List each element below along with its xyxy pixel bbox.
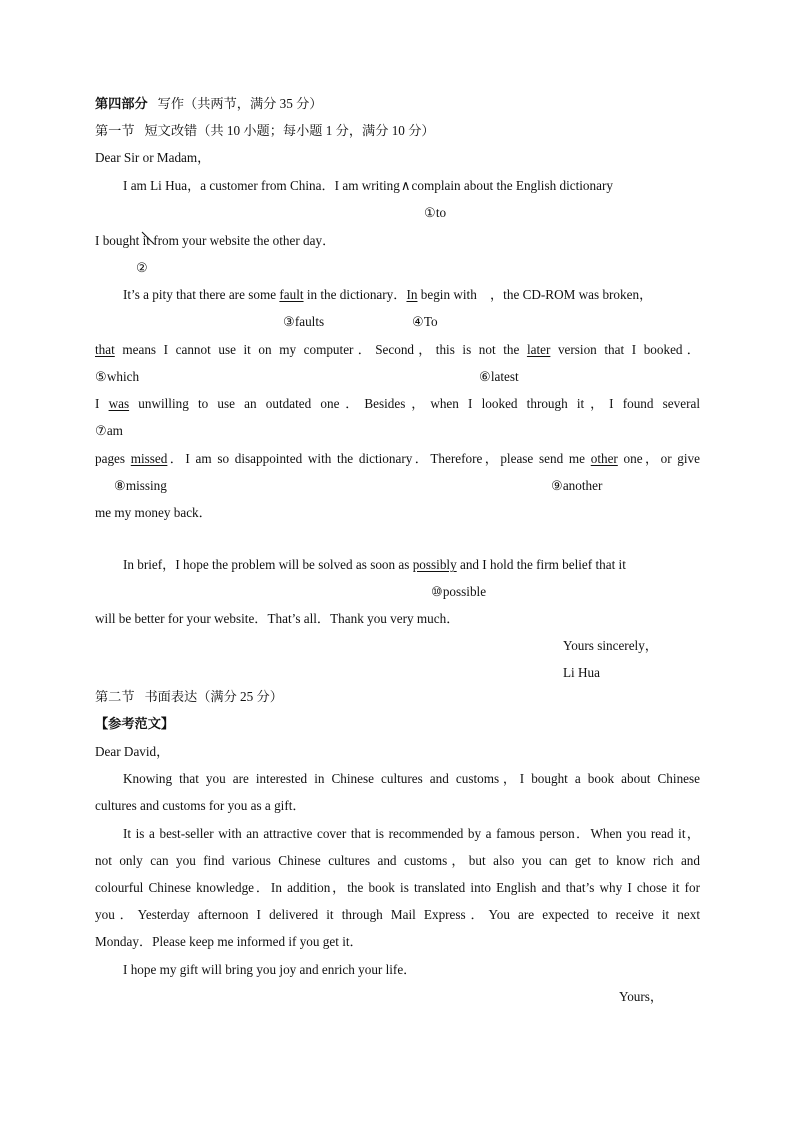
correction-4: ④To <box>412 314 438 329</box>
letter1-salutation: Dear Sir or Madam， <box>95 150 211 165</box>
letter1-line-8 <box>123 557 626 573</box>
line-text: in the dictionary． <box>303 287 407 302</box>
line-text: unwilling to use an outdated one．Besides，when I looked through it，I found several <box>129 396 700 411</box>
section2-label: 第二节 <box>95 689 135 704</box>
correction-6: ⑥latest <box>479 369 519 384</box>
letter2-p3: I hope my gift will bring you joy and enrich your life． <box>123 962 417 977</box>
letter1-line-3 <box>123 287 652 303</box>
letter1-line-9: will be better for your website．That’s all．Thank you very much． <box>95 611 460 626</box>
part-label: 第四部分 <box>95 96 148 111</box>
letter2-p2-line-4: you．Yesterday afternoon I delivered it through Mail Express．You are expected to receive it next <box>95 907 700 922</box>
line-text: from your website the other day． <box>149 233 336 248</box>
line-text: means I cannot use it on my computer．Second，this is not the <box>114 342 527 357</box>
correction-5: ⑤which <box>95 369 140 384</box>
error-word: possibly <box>412 557 457 572</box>
deleted-word <box>143 233 150 249</box>
letter2-p2-line-1: It is a best-seller with an attractive cover that is recommended by a famous person．When you read it， <box>123 826 700 841</box>
letter1-line-4 <box>95 342 700 358</box>
error-word: other <box>590 451 618 466</box>
correction-8: ⑧missing <box>114 478 167 493</box>
letter2-p1-line-1: Knowing that you are interested in Chinese cultures and customs，I bought a book about Chinese <box>123 771 700 786</box>
section2-title <box>95 689 283 705</box>
line-text: ．I am so disappointed with the dictionary．Therefore，please send me <box>167 451 591 466</box>
correction-9: ⑨another <box>551 478 603 493</box>
letter1-line-6 <box>95 451 700 467</box>
error-word: later <box>526 342 551 357</box>
letter1-line-2 <box>95 233 335 249</box>
section1-desc: 短文改错（共 10 小题；每小题 1 分，满分 10 分） <box>144 123 435 138</box>
line-text: I am Li Hua，a customer from China．I am writing <box>123 178 400 193</box>
letter1-line-7: me my money back． <box>95 505 212 520</box>
line-text: one，or give <box>617 451 701 466</box>
part-header <box>95 96 322 112</box>
letter2-salutation: Dear David， <box>95 744 170 759</box>
correction-2: ② <box>136 260 148 275</box>
deleted-word-text: it <box>142 233 150 248</box>
error-word: that <box>95 342 115 357</box>
section2-desc: 书面表达（满分 25 分） <box>144 689 283 704</box>
letter2-closing: Yours， <box>619 989 664 1004</box>
part-title: 写作（共两节，满分 35 分） <box>157 96 323 111</box>
line-text: It’s a pity that there are some <box>123 287 280 302</box>
section1-title <box>95 123 435 139</box>
letter2-p1-line-2: cultures and customs for you as a gift． <box>95 798 306 813</box>
correction-10: ⑩possible <box>431 584 487 599</box>
letter1-signature: Li Hua <box>563 665 600 680</box>
reference-essay-label: 【参考范文】 <box>95 716 175 731</box>
correction-3: ③faults <box>283 314 325 329</box>
insertion-caret: ∧ <box>400 178 411 193</box>
line-text: pages <box>95 451 131 466</box>
letter2-p2-line-3: colourful Chinese knowledge．In addition，the book is translated into English and that’s why I chose it for <box>95 880 700 895</box>
error-word: was <box>108 396 130 411</box>
error-word: In <box>406 287 418 302</box>
letter1-closing: Yours sincerely， <box>563 638 658 653</box>
correction-7: ⑦am <box>95 423 123 438</box>
letter1-line-1 <box>123 178 613 194</box>
line-text: I <box>95 396 109 411</box>
correction-1: ①to <box>424 205 447 220</box>
letter1-line-5 <box>95 396 700 412</box>
line-text: begin with ，the CD-ROM was broken， <box>417 287 653 302</box>
delete-slash-icon <box>140 230 156 250</box>
line-text: In brief，I hope the problem will be solved as soon as <box>123 557 413 572</box>
section1-label: 第一节 <box>95 123 135 138</box>
error-word: missed <box>130 451 168 466</box>
line-text: I bought <box>95 233 143 248</box>
letter2-p2-line-5: Monday．Please keep me informed if you get it． <box>95 934 363 949</box>
line-text: and I hold the firm belief that it <box>456 557 626 572</box>
error-word: fault <box>279 287 304 302</box>
line-text: complain about the English dictionary <box>411 178 613 193</box>
line-text: version that I booked． <box>550 342 700 357</box>
letter2-p2-line-2: not only can you find various Chinese cultures and customs，but also you can get to know rich and <box>95 853 700 868</box>
